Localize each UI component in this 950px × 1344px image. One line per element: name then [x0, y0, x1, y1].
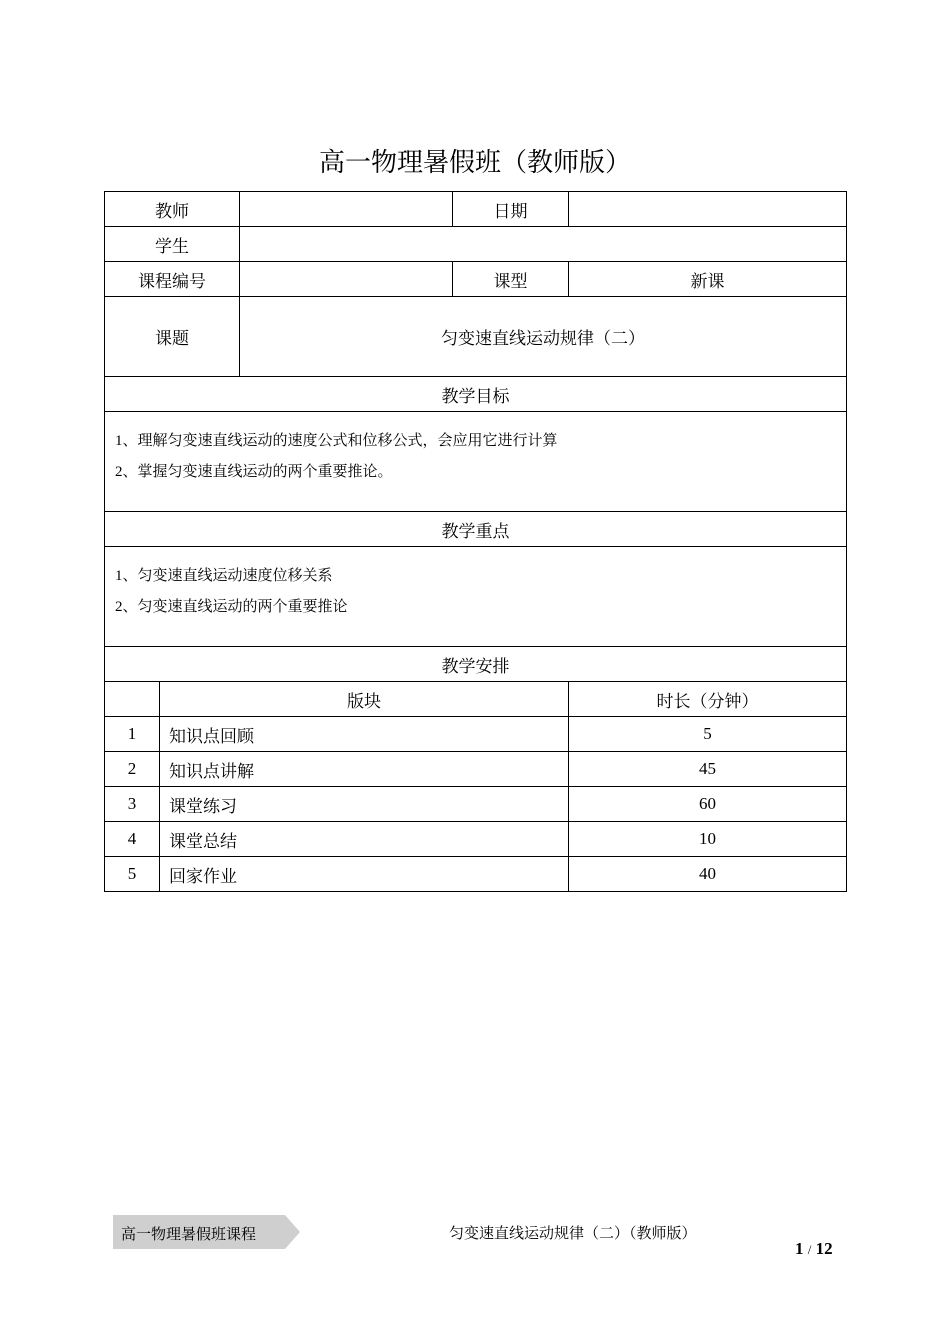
course-no-label: 课程编号 — [105, 262, 240, 297]
objective-item: 2、掌握匀变速直线运动的两个重要推论。 — [115, 464, 393, 480]
table-row — [105, 717, 847, 752]
teacher-label: 教师 — [105, 192, 240, 227]
schedule-row-minutes: 10 — [569, 822, 847, 857]
page-number — [795, 1239, 833, 1259]
schedule-row-minutes: 40 — [569, 857, 847, 892]
row-student — [105, 227, 847, 262]
schedule-row-block: 知识点讲解 — [160, 752, 569, 787]
table-row — [105, 857, 847, 892]
lesson-plan-table — [104, 191, 847, 892]
schedule-no-header — [105, 682, 160, 717]
objective-item: 1、理解匀变速直线运动的速度公式和位移公式，会应用它进行计算 — [115, 433, 558, 449]
page-total: 12 — [815, 1239, 833, 1258]
schedule-row-minutes: 5 — [569, 717, 847, 752]
schedule-row-block: 知识点回顾 — [160, 717, 569, 752]
student-label: 学生 — [105, 227, 240, 262]
objectives-heading: 教学目标 — [105, 377, 847, 412]
schedule-row-block: 回家作业 — [160, 857, 569, 892]
schedule-row-no: 3 — [105, 787, 160, 822]
table-row — [105, 787, 847, 822]
schedule-row-no: 4 — [105, 822, 160, 857]
student-value[interactable] — [240, 227, 847, 262]
page-current: 1 — [795, 1239, 804, 1258]
schedule-row-no: 1 — [105, 717, 160, 752]
row-schedule-heading — [105, 647, 847, 682]
schedule-row-block: 课堂总结 — [160, 822, 569, 857]
topic-value: 匀变速直线运动规律（二） — [240, 297, 847, 377]
lesson-type-value: 新课 — [569, 262, 847, 297]
schedule-heading: 教学安排 — [105, 647, 847, 682]
teacher-value[interactable] — [240, 192, 453, 227]
footer-course-label: 高一物理暑假班课程 — [121, 1225, 257, 1243]
footer-title: 匀变速直线运动规律（二）（教师版） — [449, 1224, 697, 1242]
row-keypoints-content — [105, 547, 847, 647]
table-row — [105, 752, 847, 787]
table-row — [105, 822, 847, 857]
row-objectives-content — [105, 412, 847, 512]
schedule-row-minutes: 45 — [569, 752, 847, 787]
document-title: 高一物理暑假班（教师版） — [318, 148, 631, 178]
schedule-row-block: 课堂练习 — [160, 787, 569, 822]
schedule-block-header: 版块 — [160, 682, 569, 717]
row-keypoints-heading — [105, 512, 847, 547]
row-schedule-header — [105, 682, 847, 717]
schedule-duration-header: 时长（分钟） — [569, 682, 847, 717]
row-topic — [105, 297, 847, 377]
date-value[interactable] — [569, 192, 847, 227]
keypoint-item: 1、匀变速直线运动速度位移关系 — [115, 568, 333, 584]
row-teacher-date — [105, 192, 847, 227]
lesson-type-label: 课型 — [453, 262, 569, 297]
schedule-row-no: 2 — [105, 752, 160, 787]
keypoint-item: 2、匀变速直线运动的两个重要推论 — [115, 599, 348, 615]
schedule-row-no: 5 — [105, 857, 160, 892]
objectives-content — [105, 412, 847, 512]
date-label: 日期 — [453, 192, 569, 227]
keypoints-heading: 教学重点 — [105, 512, 847, 547]
footer-course-tab — [113, 1215, 300, 1249]
page-separator: / — [807, 1242, 812, 1257]
topic-label: 课题 — [105, 297, 240, 377]
schedule-row-minutes: 60 — [569, 787, 847, 822]
row-objectives-heading — [105, 377, 847, 412]
course-no-value[interactable] — [240, 262, 453, 297]
row-course-type — [105, 262, 847, 297]
keypoints-content — [105, 547, 847, 647]
